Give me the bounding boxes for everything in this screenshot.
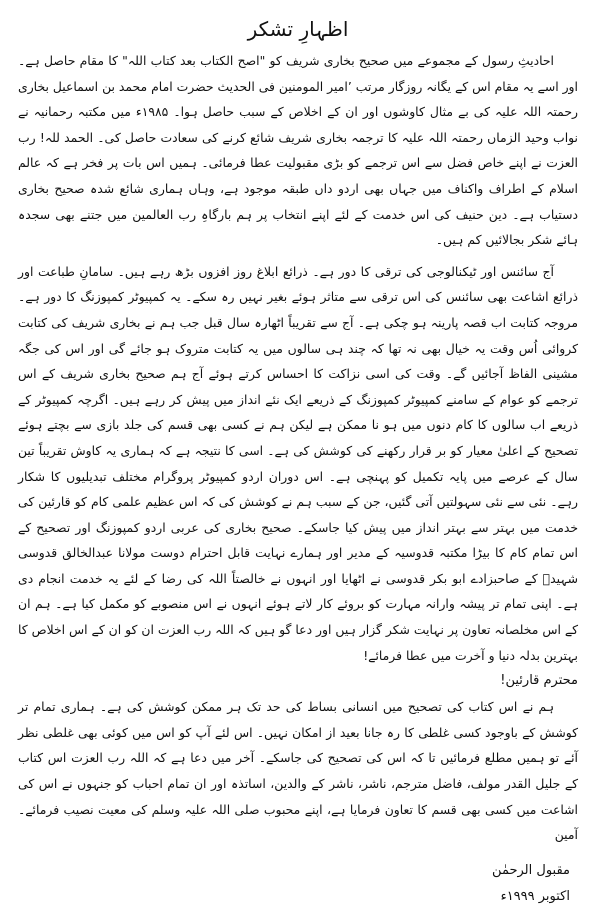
salutation: محترم قارئین! [500, 673, 578, 689]
signature-block [18, 858, 570, 910]
paragraph-intro: احادیثِ رسول کے مجموعے میں صحیح بخاری شریف کو "اصح الکتاب بعد کتاب اللہ" کا مقام حاصل ہے۔ اور اسے یہ مقام اس کے یگانہ روزگار مرتب ’امیر المومنین فی الحدیث حضرت امام محمد بن اسماعیل بخاری رحمتہ اللہ علیہ کی بے مثال کاوشوں اور ان کے اخلاص کے سبب حاصل ہوا۔ ۱۹۸۵ء میں مکتبہ رحمانیہ نے نواب وحید الزماں رحمتہ اللہ علیہ کا ترجمہ بخاری شریف شائع کرنے کی سعادت حاصل کی۔ الحمد للہ! رب العزت نے اپنے خاص فضل سے اس ترجمے کو بڑی مقبولیت عطا فرمائی۔ ہمیں اس بات پر فخر ہے کہ عالم اسلام کے اطراف واکناف میں جہاں بھی اردو داں طبقہ موجود ہے، وہاں ہماری شائع شدہ صحیح بخاری دستیاب ہے۔ دین حنیف کی اس خدمت کے لئے اپنے انتخاب پر ہم بارگاہِ رب العالمین میں جتنے بھی سجدہ ہائے شکر بجالائیں کم ہیں۔ [18, 53, 578, 248]
paragraph-technology: آج سائنس اور ٹیکنالوجی کی ترقی کا دور ہے۔ ذرائع ابلاغ روز افزوں بڑھ رہے ہیں۔ سامانِ طباعت اور ذرائع اشاعت بھی سائنس کی اس ترقی سے متاثر ہوئے بغیر نہیں رہ سکے۔ یہ کمپیوٹر کمپوزنگ کا دور ہے۔ مروجہ کتابت اب قصہ پارینہ ہو چکی ہے۔ آج سے تقریباً اٹھارہ سال قبل جب ہم نے بخاری شریف کی کتابت کروائی اُس وقت یہ خیال بھی نہ تھا کہ چند ہی سالوں میں یہ کتابت متروک ہو جائے گی اور اس کی جگہ مشینی الفاظ آجائیں گے۔ وقت کی اسی نزاکت کا احساس کرتے ہوئے آج ہم صحیح بخاری شریف کے اس ترجمے کو عوام کے سامنے کمپیوٹر کمپوزنگ کے ذریعے ایک نئے انداز میں پیش کر رہے ہیں۔ اگرچہ کمپیوٹر کے ذریعے اب سالوں کا کام دنوں میں ہو نا ممکن ہے لیکن ہم نے کسی بھی قسم کی جلد بازی سے بچتے ہوئے تصحیح کے اعلیٰ معیار کو بر قرار رکھنے کی کوشش کی ہے۔ اسی کا نتیجہ ہے کہ ہماری یہ کاوش تقریباً تین سال کے عرصے میں پایہ تکمیل کو پہنچی ہے۔ اس دوران اردو کمپیوٹر پروگرام مختلف تبدیلیوں کا شکار رہے۔ نئی سے نئی سہولتیں آتی گئیں، جن کے سبب ہم نے کوشش کی کہ اس عظیم علمی کام کو قارئین کی خدمت میں بہتر سے بہتر انداز میں پیش کیا جاسکے۔ صحیح بخاری کی عربی اردو کمپوزنگ اور تصحیح کے اس تمام کام کا بیڑا مکتبہ قدوسیہ کے مدیر اور ہمارے نہایت قابل احترام دوست مولانا عبدالخالق قدوسی شہیدؒ کے صاحبزادے ابو بکر قدوسی نے اٹھایا اور انہوں نے خالصتاً اللہ کی رضا کے لئے یہ خدمت انجام دی ہے۔ اپنی تمام تر پیشہ وارانہ مہارت کو بروئے کار لاتے ہوئے انہوں نے اس منصوبے کو مکمل کیا ہے۔ ہم ان کے اس مخلصانہ تعاون پر نہایت شکر گزار ہیں اور دعا گو ہیں کہ اللہ رب العزت ان کو ان کے اس اخلاص کا بہترین بدلہ دنیا و آخرت میں عطا فرمائے! [18, 263, 578, 663]
paragraph-closing: ہم نے اس کتاب کی تصحیح میں انسانی بساط کی حد تک ہر ممکن کوشش کی ہے۔ ہماری تمام تر کوشش کے باوجود کسی غلطی کا رہ جانا بعید از امکان نہیں۔ اس لئے آپ کو اس میں کوئی بھی غلطی نظر آئے تو ہمیں مطلع فرمائیں تا کہ اس کی تصحیح کی جاسکے۔ آخر میں دعا ہے کہ اللہ رب العزت اس کتاب کے جلیل القدر مولف، فاضل مترجم، ناشر، ناشر کے والدین، اساتذہ اور ان تمام احباب کو جنہوں نے اس کی اشاعت میں کسی بھی قسم کا تعاون فرمایا ہے، اپنے محبوب صلی اللہ علیہ وسلم کی معیت نصیب فرمائے۔ آمین [18, 699, 578, 843]
signature-name: مقبول الرحمٰن [492, 862, 570, 878]
page-title: اظہارِ تشکر [247, 17, 349, 41]
signature-date: اکتوبر ۱۹۹۹ء [500, 888, 570, 904]
